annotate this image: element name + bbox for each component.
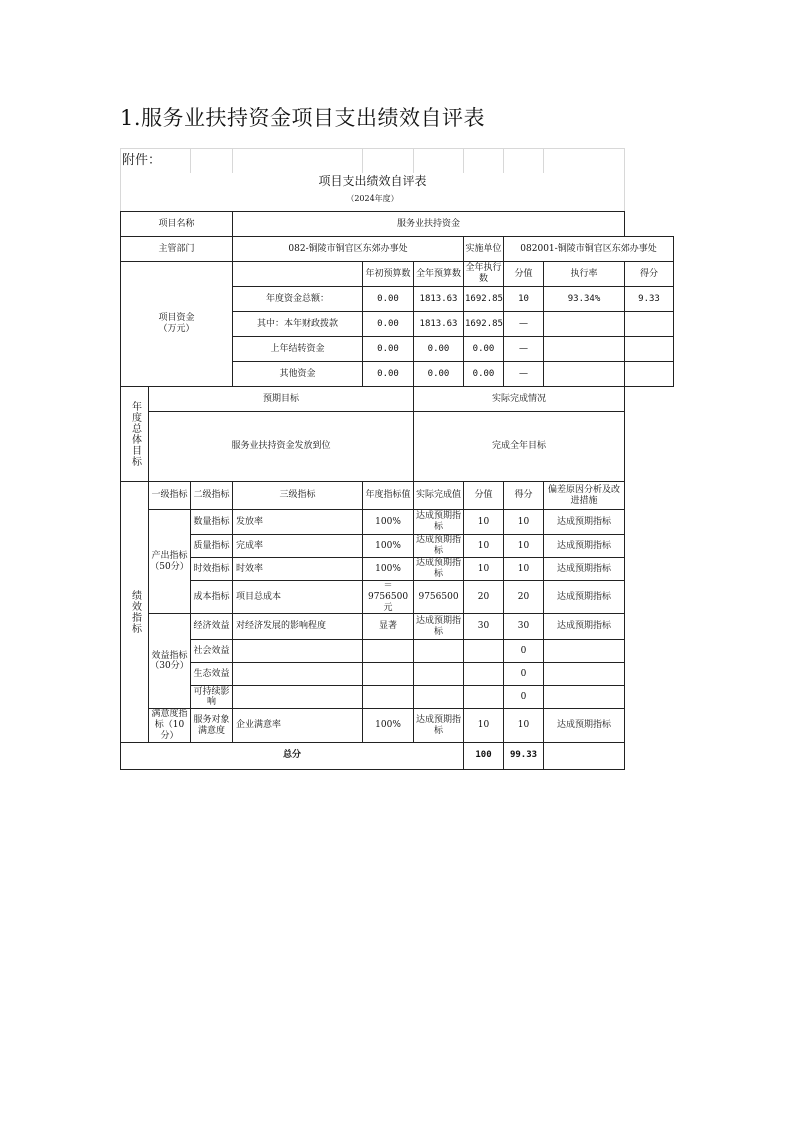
score: 10 <box>504 558 544 581</box>
actual: 9756500 <box>414 581 464 614</box>
weight <box>464 686 504 709</box>
goals-actual-value: 完成全年目标 <box>414 412 625 482</box>
project-name-label: 项目名称 <box>121 212 233 237</box>
grid-cell <box>464 149 504 173</box>
performance-table-sheet <box>120 148 674 770</box>
weight: 10 <box>464 709 504 742</box>
grid-cell <box>363 149 414 173</box>
level3 <box>233 663 363 686</box>
note: 达成预期指标 <box>544 535 625 558</box>
funds-annual: 1813.63 <box>414 287 464 312</box>
level3 <box>233 640 363 663</box>
funds-weight: 10 <box>504 287 544 312</box>
funds-rate: 93.34% <box>544 287 625 312</box>
actual: 达成预期指标 <box>414 510 464 535</box>
funds-row-label: 其中：本年财政拨款 <box>233 312 363 337</box>
funds-header-weight: 分值 <box>504 262 544 287</box>
funds-rate <box>544 337 625 362</box>
score: 10 <box>504 510 544 535</box>
funds-row-label: 其他资金 <box>233 362 363 387</box>
weight <box>464 663 504 686</box>
funds-row-label: 上年结转资金 <box>233 337 363 362</box>
level2: 生态效益 <box>191 663 233 686</box>
table-title: 项目支出绩效自评表 <box>121 173 625 191</box>
score: 30 <box>504 614 544 640</box>
actual: 达成预期指标 <box>414 558 464 581</box>
indicators-header-target: 年度指标值 <box>363 482 414 510</box>
funds-initial: 0.00 <box>363 362 414 387</box>
indicators-header-level1: 一级指标 <box>149 482 191 510</box>
annex-label: 附件： <box>121 149 191 173</box>
funds-weight: — <box>504 337 544 362</box>
target <box>363 686 414 709</box>
funds-score <box>625 362 674 387</box>
grid-cell <box>233 262 363 287</box>
funds-score <box>625 337 674 362</box>
score: 20 <box>504 581 544 614</box>
total-label: 总分 <box>121 742 464 769</box>
note: 达成预期指标 <box>544 581 625 614</box>
target: ＝9756500元 <box>363 581 414 614</box>
note: 达成预期指标 <box>544 510 625 535</box>
target: 显著 <box>363 614 414 640</box>
impl-value: 082001-铜陵市铜官区东郊办事处 <box>504 237 674 262</box>
project-name-value: 服务业扶持资金 <box>233 212 625 237</box>
score: 10 <box>504 535 544 558</box>
indicators-header-level2: 二级指标 <box>191 482 233 510</box>
actual <box>414 686 464 709</box>
target <box>363 640 414 663</box>
grid-cell <box>233 149 363 173</box>
dept-label: 主管部门 <box>121 237 233 262</box>
funds-row-label: 年度资金总额： <box>233 287 363 312</box>
grid-cell <box>544 149 625 173</box>
weight: 10 <box>464 558 504 581</box>
note: 达成预期指标 <box>544 614 625 640</box>
grid-cell <box>191 149 233 173</box>
actual <box>414 640 464 663</box>
funds-header-score: 得分 <box>625 262 674 287</box>
impl-label: 实施单位 <box>464 237 504 262</box>
goals-actual-header: 实际完成情况 <box>414 387 625 412</box>
goals-expected-header: 预期目标 <box>149 387 414 412</box>
document-title: 1.服务业扶持资金项目支出绩效自评表 <box>120 106 486 130</box>
note <box>544 640 625 663</box>
dept-value: 082-铜陵市铜官区东郊办事处 <box>233 237 464 262</box>
grid-cell <box>544 742 625 769</box>
note: 达成预期指标 <box>544 709 625 742</box>
actual: 达成预期指标 <box>414 614 464 640</box>
benefit-indicator-label: 效益指标 （30分） <box>149 614 191 709</box>
note <box>544 663 625 686</box>
level2: 时效指标 <box>191 558 233 581</box>
indicators-header-weight: 分值 <box>464 482 504 510</box>
score: 0 <box>504 686 544 709</box>
funds-executed: 0.00 <box>464 337 504 362</box>
actual <box>414 663 464 686</box>
score: 10 <box>504 709 544 742</box>
indicators-side-label: 绩效指标 <box>121 482 149 743</box>
funds-weight: — <box>504 312 544 337</box>
level2: 社会效益 <box>191 640 233 663</box>
funds-score <box>625 312 674 337</box>
target: 100% <box>363 510 414 535</box>
weight: 20 <box>464 581 504 614</box>
level3: 企业满意率 <box>233 709 363 742</box>
weight: 10 <box>464 510 504 535</box>
target <box>363 663 414 686</box>
level2: 质量指标 <box>191 535 233 558</box>
funds-weight: — <box>504 362 544 387</box>
level3: 项目总成本 <box>233 581 363 614</box>
level2: 经济效益 <box>191 614 233 640</box>
level3: 时效率 <box>233 558 363 581</box>
level3: 对经济发展的影响程度 <box>233 614 363 640</box>
funds-executed: 1692.85 <box>464 287 504 312</box>
grid-cell <box>504 149 544 173</box>
funds-annual: 1813.63 <box>414 312 464 337</box>
level2: 成本指标 <box>191 581 233 614</box>
indicators-header-score: 得分 <box>504 482 544 510</box>
score: 0 <box>504 640 544 663</box>
output-indicator-label: 产出指标 （50分） <box>149 510 191 614</box>
table-year: （2024年度） <box>121 191 625 207</box>
funds-header-rate: 执行率 <box>544 262 625 287</box>
target: 100% <box>363 558 414 581</box>
funds-rate <box>544 312 625 337</box>
funds-initial: 0.00 <box>363 312 414 337</box>
total-weight: 100 <box>464 742 504 769</box>
weight: 30 <box>464 614 504 640</box>
indicators-header-actual: 实际完成值 <box>414 482 464 510</box>
actual: 达成预期指标 <box>414 535 464 558</box>
funds-annual: 0.00 <box>414 337 464 362</box>
indicators-header-note: 偏差原因分析及改进措施 <box>544 482 625 510</box>
funds-header-annual: 全年预算数 <box>414 262 464 287</box>
target: 100% <box>363 709 414 742</box>
funds-header-initial: 年初预算数 <box>363 262 414 287</box>
weight: 10 <box>464 535 504 558</box>
funds-initial: 0.00 <box>363 337 414 362</box>
actual: 达成预期指标 <box>414 709 464 742</box>
note: 达成预期指标 <box>544 558 625 581</box>
funds-group-label: 项目资金 （万元） <box>121 262 233 387</box>
satisfaction-indicator-label: 满意度指标（10分） <box>149 709 191 742</box>
level3: 发放率 <box>233 510 363 535</box>
total-score: 99.33 <box>504 742 544 769</box>
goals-side-label: 年度总体目标 <box>121 387 149 482</box>
note <box>544 686 625 709</box>
level3 <box>233 686 363 709</box>
indicators-header-level3: 三级指标 <box>233 482 363 510</box>
weight <box>464 640 504 663</box>
level3: 完成率 <box>233 535 363 558</box>
level2: 可持续影响 <box>191 686 233 709</box>
funds-score: 9.33 <box>625 287 674 312</box>
funds-rate <box>544 362 625 387</box>
funds-executed: 0.00 <box>464 362 504 387</box>
funds-initial: 0.00 <box>363 287 414 312</box>
level2: 服务对象满意度 <box>191 709 233 742</box>
performance-table <box>120 148 674 770</box>
grid-cell <box>414 149 464 173</box>
score: 0 <box>504 663 544 686</box>
target: 100% <box>363 535 414 558</box>
goals-expected-value: 服务业扶持资金发放到位 <box>149 412 414 482</box>
funds-header-executed: 全年执行数 <box>464 262 504 287</box>
level2: 数量指标 <box>191 510 233 535</box>
funds-annual: 0.00 <box>414 362 464 387</box>
funds-executed: 1692.85 <box>464 312 504 337</box>
